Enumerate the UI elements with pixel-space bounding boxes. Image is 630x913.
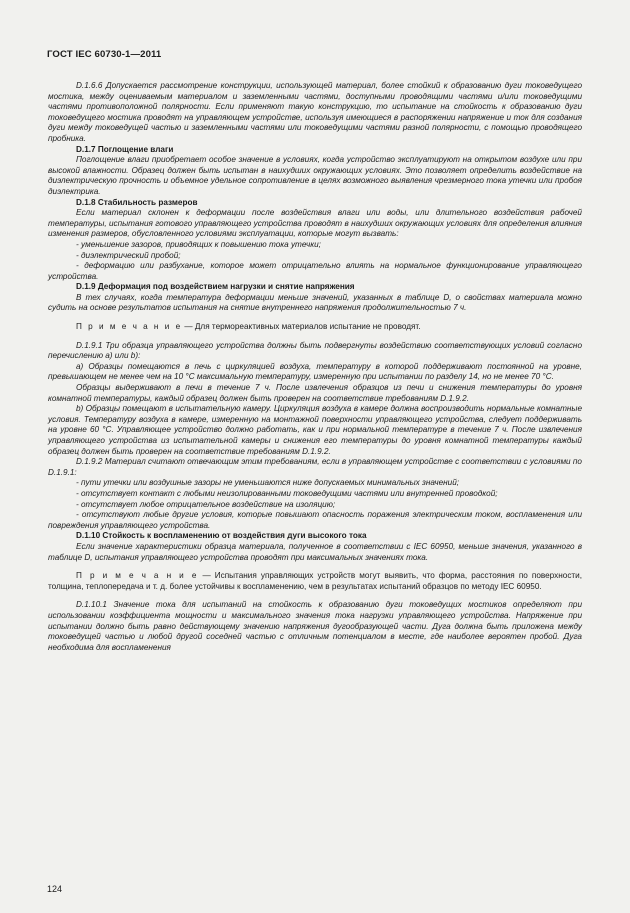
note-text: — Для термореактивных материалов испытание не проводят. (182, 322, 421, 332)
list-item: - уменьшение зазоров, приводящих к повышению тока утечки; (76, 239, 321, 249)
note-label: П р и м е ч а н и е (76, 322, 183, 332)
list-item: - диэлектрический пробой; (76, 250, 181, 260)
paragraph: В тех случаях, когда температура деформации меньше значений, указанных в таблице D, о свойствах материала можно судить на основе результатов испытания на снятие внутреннего напряжения продолжительностью 7 ч. (48, 292, 582, 313)
paragraph: D.1.10.1 Значение тока для испытаний на стойкость к образованию дуги токоведущих мостиков определяют при использовании коэффициента мощности и максимального значения тока нагрузки управляющего устройства. Напряжение при испытании должно быть равно действующему значению напряжения дугообразующей части. Дуга должна быть приложена между токоведущей частью и любой другой соседней частью с отличным потенциалом в месте, где наиболее вероятен пробой. Дуга необходима для воспламенения (48, 600, 582, 652)
section-heading: D.1.8 Стабильность размеров (76, 197, 198, 207)
section-heading: D.1.9 Деформация под воздействием нагрузки и снятие напряжения (76, 282, 355, 292)
list-item: - отсутствует контакт с любыми неизолированными токоведущими частями или внутренней проводкой; (76, 488, 498, 498)
paragraph: D.1.9.2 Материал считают отвечающим этим требованиям, если в управляющем устройстве с соответствии с условиями по D.1.9.1: (48, 457, 582, 477)
document-body (48, 81, 582, 653)
list-item: - отсутствует любое отрицательное воздействие на изоляцию; (76, 499, 336, 509)
list-item: - деформацию или разбухание, которое может отрицательно влиять на нормальное функционирование управляющего устройства. (48, 261, 582, 281)
paragraph: D.1.9.1 Три образца управляющего устройства должны быть подвергнуты воздействию соответствующих условий согласно перечислению а) или b): (48, 340, 582, 361)
note-text: — Испытания управляющих устройств могут выявить, что форма, расстояния по поверхности, толщина, теплопередача и т. д. более устойчивы к воспламенению, чем в результатах испытаний образцов по методу IEC 60950. (48, 571, 583, 591)
note-label: П р и м е ч а н и е (76, 571, 199, 581)
note (48, 571, 582, 592)
paragraph: Поглощение влаги приобретает особое значение в условиях, когда устройство эксплуатируют на открытом воздухе или при высокой влажности. Образец должен быть испытан в наихудших окружающих условиях. Это позволяет определить воздействие на диэлектрическую прочность и объемное удельное сопротивление в целях возможного выявления чрезмерного тока утечки или пробоя диэлектрика. (48, 155, 582, 196)
section-heading: D.1.7 Поглощение влаги (76, 144, 174, 154)
paragraph: D.1.6.6 Допускается рассмотрение конструкции, использующей материал, более стойкий к образованию дуги токоведущего мостика, между оцениваемым материалом и заземленными частями, доступными проводящими частями и/или токоведущими частями противоположной полярности. Если применяют такую конструкцию, то испытание на стойкость к образованию дуги токоведущего мостика проводят на управляющем устройстве, используя имеющиеся в распоряжении напряжение и ток для создания дуги между токоведущей частью и заземленными частями или токоведущими частями разной полярности, с помощью проводящего пробника. (48, 81, 582, 143)
paragraph: Если материал склонен к деформации после воздействия влаги или воды, или длительного воздействия рабочей температуры, испытания готового управляющего устройства проводят в наихудших окружающих условиях для определения влияния изменения размеров, обусловленного условиями эксплуатации, которые могут вызвать: (48, 208, 582, 239)
paragraph: Образцы выдерживают в печи в течение 7 ч. После извлечения образцов из печи и снижения температуры до уровня комнатной температуры, каждый образец должен быть проверен на соответствие требованиям D.1.9.2. (48, 383, 582, 403)
list-item: - отсутствуют любые другие условия, которые повышают опасность поражения электрическим током, воспламенения или повреждения управляющего устройства. (48, 510, 582, 530)
paragraph: Если значение характеристики образца материала, полученное в соответствии с IEC 60950, меньше значения, указанного в таблице D, испытания управляющего устройства проводят при максимальных значениях тока. (48, 541, 582, 562)
list-item: - пути утечки или воздушные зазоры не уменьшаются ниже допускаемых минимальных значений; (76, 478, 460, 488)
document-header: ГОСТ IEC 60730-1—2011 (47, 49, 162, 60)
paragraph: а) Образцы помещаются в печь с циркуляцией воздуха, температуру в которой поддерживают постоянной на уровне, превышающем не менее чем на 10 °С максимальную температуру, измеренную при испытании по разделу 14, но не менее 70 °С. (48, 361, 582, 382)
page-number: 124 (47, 884, 63, 894)
section-heading: D.1.10 Стойкость к воспламенению от воздействия дуги высокого тока (76, 531, 367, 541)
paragraph: b) Образцы помещают в испытательную камеру. Циркуляция воздуха в камере должна воспроизводить нормальные комнатные условия. Температуру воздуха в камере, измеренную на монтажной поверхности управляющего устройства, следует поддерживать на уровне 60 °С. Управляющее устройство должно работать, как и при нормальной температуре в течение 7 ч. После извлечения управляющего устройства из испытательной камеры и снижения его температуры до уровня комнатной температуры каждый образец должен быть проверен на соответствие требованиям D.1.9.2. (48, 404, 582, 456)
note (48, 322, 582, 333)
